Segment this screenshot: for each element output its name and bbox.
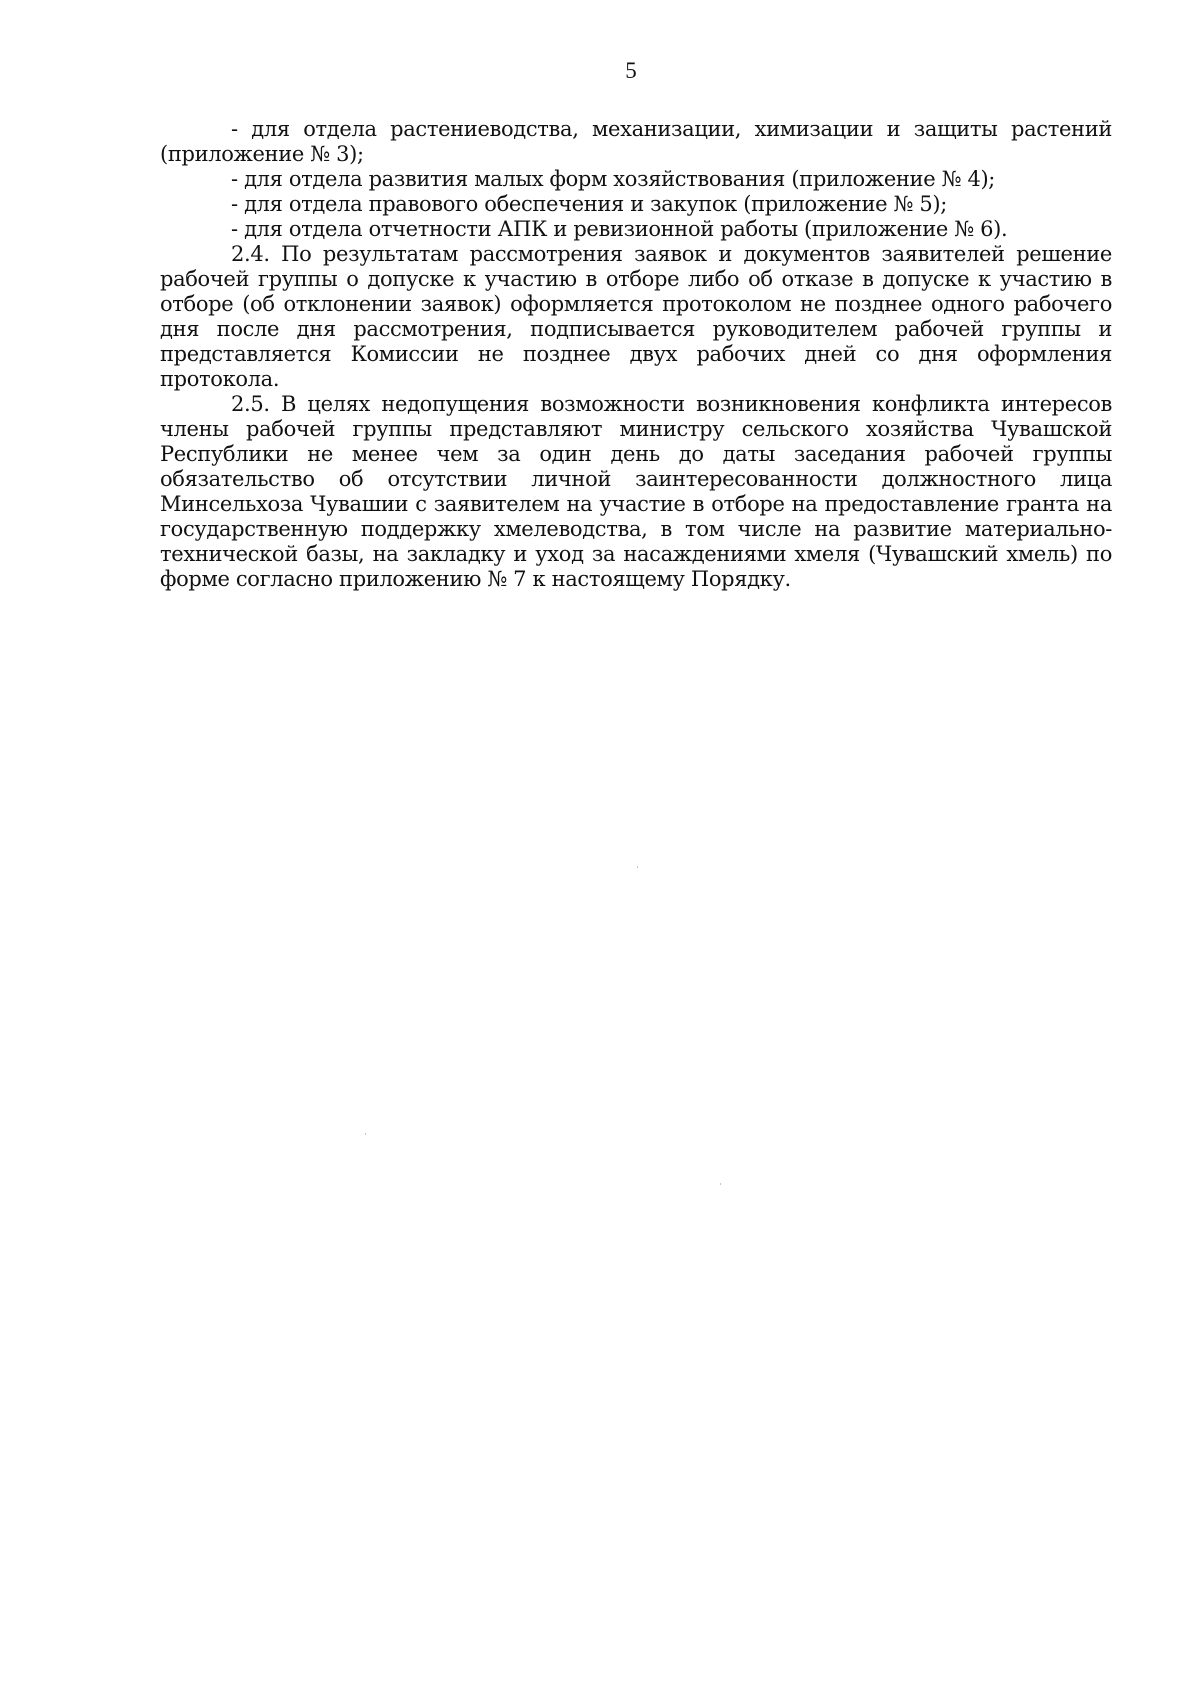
page-number: 5 xyxy=(625,58,637,83)
scan-artifact xyxy=(720,1183,721,1185)
list-item-reporting-audit-department: - для отдела отчетности АПК и ревизионной работы (приложение № 6). xyxy=(231,217,1008,241)
clause-2-5: 2.5. В целях недопущения возможности возникновения конфликта интересов члены рабочей группы представляют министру сельского хозяйства Чувашской Республики не менее чем за один день до даты заседания рабочей группы обязательство об отсутствии личной заинтересованности должностного лица Минсельхоза Чувашии с заявителем на участие в отборе на предоставление гранта на государственную поддержку хмелеводства, в том числе на развитие материально-технической базы, на закладку и уход за насаждениями хмеля (Чувашский хмель) по форме согласно приложению № 7 к настоящему Порядку. xyxy=(160,392,1112,591)
list-item-plant-growing-department: - для отдела растениеводства, механизации, химизации и защиты растений (приложение № 3); xyxy=(160,117,1112,166)
clause-2-4: 2.4. По результатам рассмотрения заявок и документов заявителей решение рабочей группы о допуске к участию в отборе либо об отказе в допуске к участию в отборе (об отклонении заявок) оформляется протоколом не позднее одного рабочего дня после дня рассмотрения, подписывается руководителем рабочей группы и представляется Комиссии не позднее двух рабочих дней со дня оформления протокола. xyxy=(160,242,1112,391)
list-item-small-business-department: - для отдела развития малых форм хозяйствования (приложение № 4); xyxy=(231,167,996,191)
list-item-legal-procurement-department: - для отдела правового обеспечения и закупок (приложение № 5); xyxy=(231,192,947,216)
scan-artifact xyxy=(637,866,638,868)
scan-artifact xyxy=(365,1133,366,1135)
document-body xyxy=(160,117,1112,592)
